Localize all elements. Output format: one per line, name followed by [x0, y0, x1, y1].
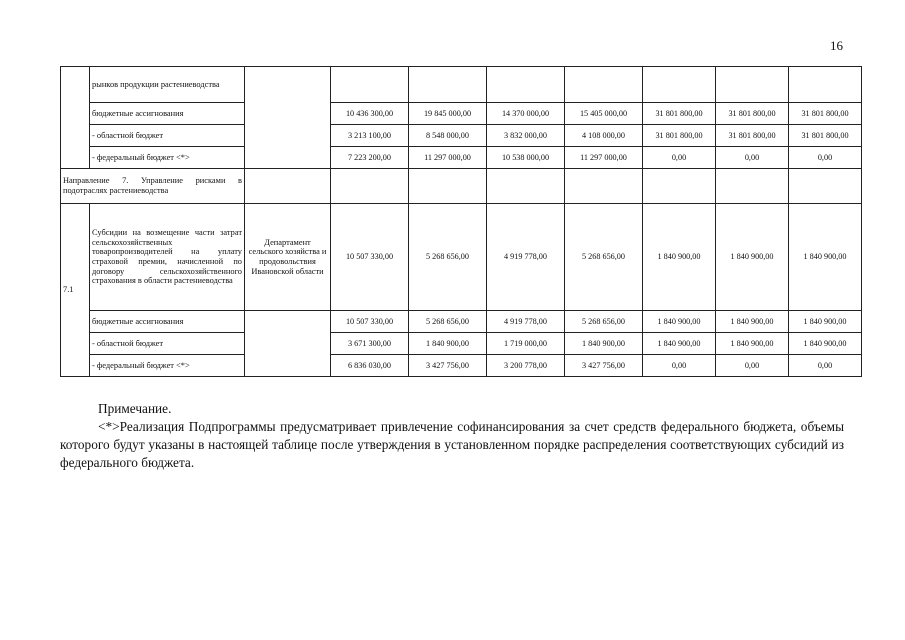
value-cell: 31 801 800,00 [643, 103, 716, 125]
value-cell [643, 169, 716, 204]
value-cell: 1 840 900,00 [789, 204, 862, 311]
value-cell: 8 548 000,00 [409, 125, 487, 147]
value-cell: 0,00 [643, 355, 716, 377]
value-cell: 0,00 [716, 147, 789, 169]
value-cell: 3 213 100,00 [331, 125, 409, 147]
value-cell: 1 840 900,00 [643, 311, 716, 333]
value-cell: 1 840 900,00 [789, 311, 862, 333]
value-cell: 31 801 800,00 [789, 125, 862, 147]
value-cell: 15 405 000,00 [565, 103, 643, 125]
value-cell: 5 268 656,00 [409, 311, 487, 333]
value-cell: 1 840 900,00 [409, 333, 487, 355]
value-cell [331, 67, 409, 103]
executor-cell [245, 311, 331, 377]
table-row [61, 147, 862, 169]
table-row [61, 204, 862, 311]
value-cell [565, 67, 643, 103]
value-cell: 3 427 756,00 [565, 355, 643, 377]
value-cell [716, 169, 789, 204]
value-cell: 1 719 000,00 [487, 333, 565, 355]
value-cell [643, 67, 716, 103]
value-cell [789, 169, 862, 204]
table-row [61, 67, 862, 103]
value-cell: 31 801 800,00 [643, 125, 716, 147]
value-cell: 10 507 330,00 [331, 204, 409, 311]
value-cell: 1 840 900,00 [643, 204, 716, 311]
value-cell: 0,00 [716, 355, 789, 377]
direction-title: Направление 7. Управление рисками в подотраслях растениеводства [61, 169, 245, 204]
value-cell: 31 801 800,00 [789, 103, 862, 125]
page-number: 16 [830, 38, 843, 53]
value-cell: 5 268 656,00 [565, 204, 643, 311]
footnote [60, 400, 844, 472]
value-cell: 14 370 000,00 [487, 103, 565, 125]
value-cell: 3 671 300,00 [331, 333, 409, 355]
value-cell [716, 67, 789, 103]
value-cell: 3 427 756,00 [409, 355, 487, 377]
value-cell: 0,00 [789, 147, 862, 169]
value-cell: 5 268 656,00 [409, 204, 487, 311]
row-name-cell: Субсидии на возмещение части затрат сельскохозяйственных товаропроизводителей на уплату страховой премии, начисленной по договору сельскохозяйственного страхования в области растениеводства [90, 204, 245, 311]
value-cell: 1 840 900,00 [716, 311, 789, 333]
value-cell: 10 538 000,00 [487, 147, 565, 169]
value-cell: 6 836 030,00 [331, 355, 409, 377]
value-cell [331, 169, 409, 204]
row-name-cell: бюджетные ассигнования [90, 103, 245, 125]
table-row [61, 333, 862, 355]
value-cell: 0,00 [643, 147, 716, 169]
value-cell [409, 169, 487, 204]
value-cell [565, 169, 643, 204]
table-row [61, 103, 862, 125]
direction-row [61, 169, 862, 204]
table-row [61, 311, 862, 333]
value-cell: 0,00 [789, 355, 862, 377]
value-cell: 3 200 778,00 [487, 355, 565, 377]
row-name-cell: - федеральный бюджет <*> [90, 355, 245, 377]
row-number-cell: 7.1 [61, 204, 90, 377]
value-cell: 5 268 656,00 [565, 311, 643, 333]
row-name-cell: бюджетные ассигнования [90, 311, 245, 333]
value-cell: 10 436 300,00 [331, 103, 409, 125]
row-name-cell: - областной бюджет [90, 333, 245, 355]
table-row [61, 125, 862, 147]
value-cell: 11 297 000,00 [409, 147, 487, 169]
value-cell [487, 67, 565, 103]
value-cell: 10 507 330,00 [331, 311, 409, 333]
value-cell: 4 919 778,00 [487, 204, 565, 311]
budget-table [60, 66, 862, 377]
executor-cell [245, 169, 331, 204]
value-cell [789, 67, 862, 103]
value-cell: 4 919 778,00 [487, 311, 565, 333]
row-number-cell [61, 67, 90, 169]
value-cell [409, 67, 487, 103]
value-cell: 1 840 900,00 [716, 204, 789, 311]
footnote-title: Примечание. [98, 401, 172, 416]
value-cell: 1 840 900,00 [789, 333, 862, 355]
executor-cell: Департамент сельского хозяйства и продовольствия Ивановской области [245, 204, 331, 311]
row-name-cell: - областной бюджет [90, 125, 245, 147]
footnote-text: <*>Реализация Подпрограммы предусматривает привлечение софинансирования за счет средств федерального бюджета, объемы которого будут указаны в настоящей таблице после утверждения в установленном порядке распределения соответствующих субсидий из федерального бюджета. [60, 418, 844, 470]
executor-cell [245, 67, 331, 169]
table-row [61, 355, 862, 377]
row-name-cell: рынков продукции растениеводства [90, 67, 245, 103]
value-cell: 11 297 000,00 [565, 147, 643, 169]
row-name-cell: - федеральный бюджет <*> [90, 147, 245, 169]
value-cell: 31 801 800,00 [716, 103, 789, 125]
value-cell: 1 840 900,00 [716, 333, 789, 355]
value-cell: 3 832 000,00 [487, 125, 565, 147]
value-cell: 1 840 900,00 [643, 333, 716, 355]
value-cell: 31 801 800,00 [716, 125, 789, 147]
value-cell: 7 223 200,00 [331, 147, 409, 169]
value-cell: 1 840 900,00 [565, 333, 643, 355]
value-cell: 19 845 000,00 [409, 103, 487, 125]
value-cell: 4 108 000,00 [565, 125, 643, 147]
value-cell [487, 169, 565, 204]
